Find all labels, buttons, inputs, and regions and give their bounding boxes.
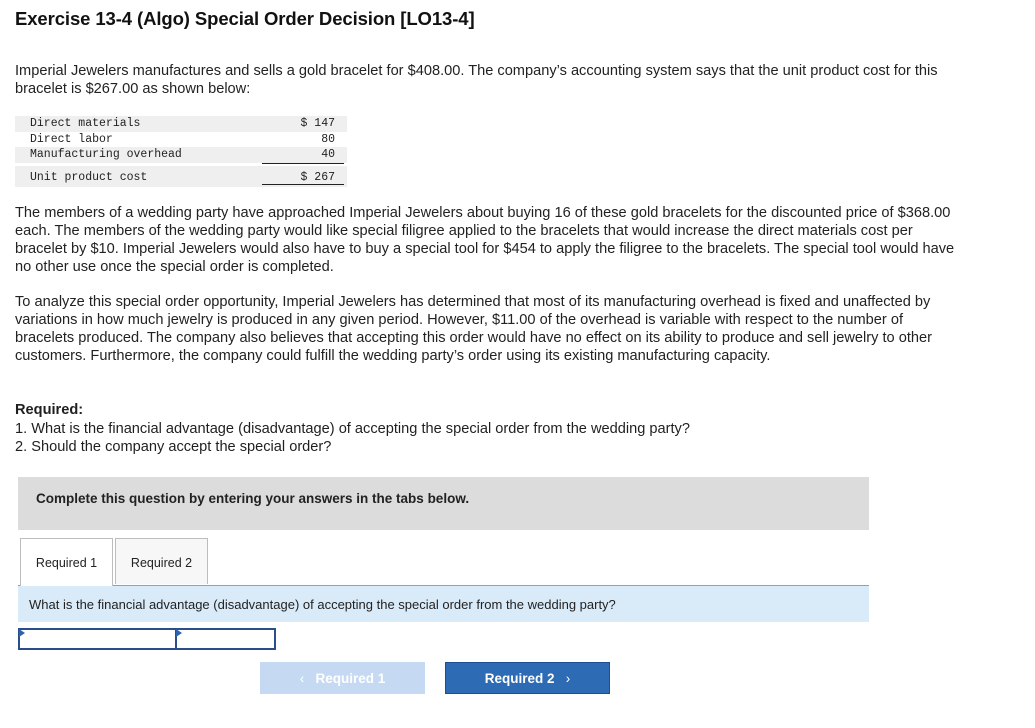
cost-row-manufacturing-overhead (15, 147, 347, 163)
cost-label: Manufacturing overhead (30, 148, 182, 161)
tab-label: Required 2 (130, 556, 193, 570)
required-item: 1. What is the financial advantage (disadvantage) of accepting the special order from the wedding party? (15, 421, 690, 437)
cost-amount: 80 (321, 132, 335, 146)
cell-marker-icon (176, 629, 182, 637)
subtotal-rule (262, 163, 344, 164)
answer-label-field-wrapper (18, 628, 177, 650)
required-item: 2. Should the company accept the special order? (15, 439, 332, 455)
chevron-right-icon: › (565, 670, 571, 686)
question-text: What is the financial advantage (disadvantage) of accepting the special order from the wedding party? (29, 597, 616, 612)
required-heading: Required: (15, 402, 84, 418)
chevron-left-icon: ‹ (299, 670, 305, 686)
cost-amount: $ 147 (300, 117, 335, 130)
total-rule (262, 184, 344, 185)
page-title: Exercise 13-4 (Algo) Special Order Decision [LO13-4] (15, 8, 475, 29)
prev-button-label: Required 1 (315, 670, 386, 686)
next-button-label: Required 2 (484, 670, 555, 686)
required-list (15, 420, 690, 456)
tab-required-1[interactable] (20, 538, 113, 586)
answer-label-input[interactable] (20, 630, 175, 648)
wedding-party-paragraph: The members of a wedding party have approached Imperial Jewelers about buying 16 of these gold bracelets for the discounted price of $368.00 each. The members of the wedding party would like special filigree applied to the bracelets that would increase the direct materials cost per bracelet by $10. Imperial Jewelers would also have to buy a special tool for $454 to apply the filigree to the bracelets. The special tool would have no other use once the special order is completed. (15, 205, 955, 275)
question-bar (18, 586, 869, 622)
total-label: Unit product cost (30, 170, 148, 184)
cost-amount: 40 (321, 148, 335, 161)
next-required-button[interactable] (445, 662, 610, 694)
tab-required-2[interactable] (115, 538, 208, 584)
total-amount: $ 267 (300, 170, 335, 184)
cost-label: Direct labor (30, 132, 113, 146)
cost-row-direct-labor (15, 132, 347, 148)
instructions-banner (18, 477, 869, 530)
cell-marker-icon (19, 629, 25, 637)
answer-amount-field-wrapper (175, 628, 276, 650)
analysis-paragraph: To analyze this special order opportunity, Imperial Jewelers has determined that most of its manufacturing overhead is fixed and unaffected by variations in how much jewelry is produced in any given period. However, $11.00 of the overhead is variable with respect to the number of bracelets produced. The company also believes that accepting this order would have no effect on its ability to produce and sell jewelry to other customers. Furthermore, the company could fulfill the wedding party’s order using its existing manufacturing capacity. (15, 294, 932, 364)
prev-required-button[interactable] (260, 662, 425, 694)
cost-label: Direct materials (30, 117, 141, 130)
tab-label: Required 1 (35, 556, 98, 570)
cost-row-direct-materials (15, 116, 347, 132)
intro-paragraph: Imperial Jewelers manufactures and sells a gold bracelet for $408.00. The company’s accounting system says that the unit product cost for this bracelet is $267.00 as shown below: (15, 63, 938, 97)
unit-cost-table (15, 116, 347, 187)
answer-amount-input[interactable] (177, 630, 274, 648)
instructions-text: Complete this question by entering your answers in the tabs below. (36, 491, 470, 506)
